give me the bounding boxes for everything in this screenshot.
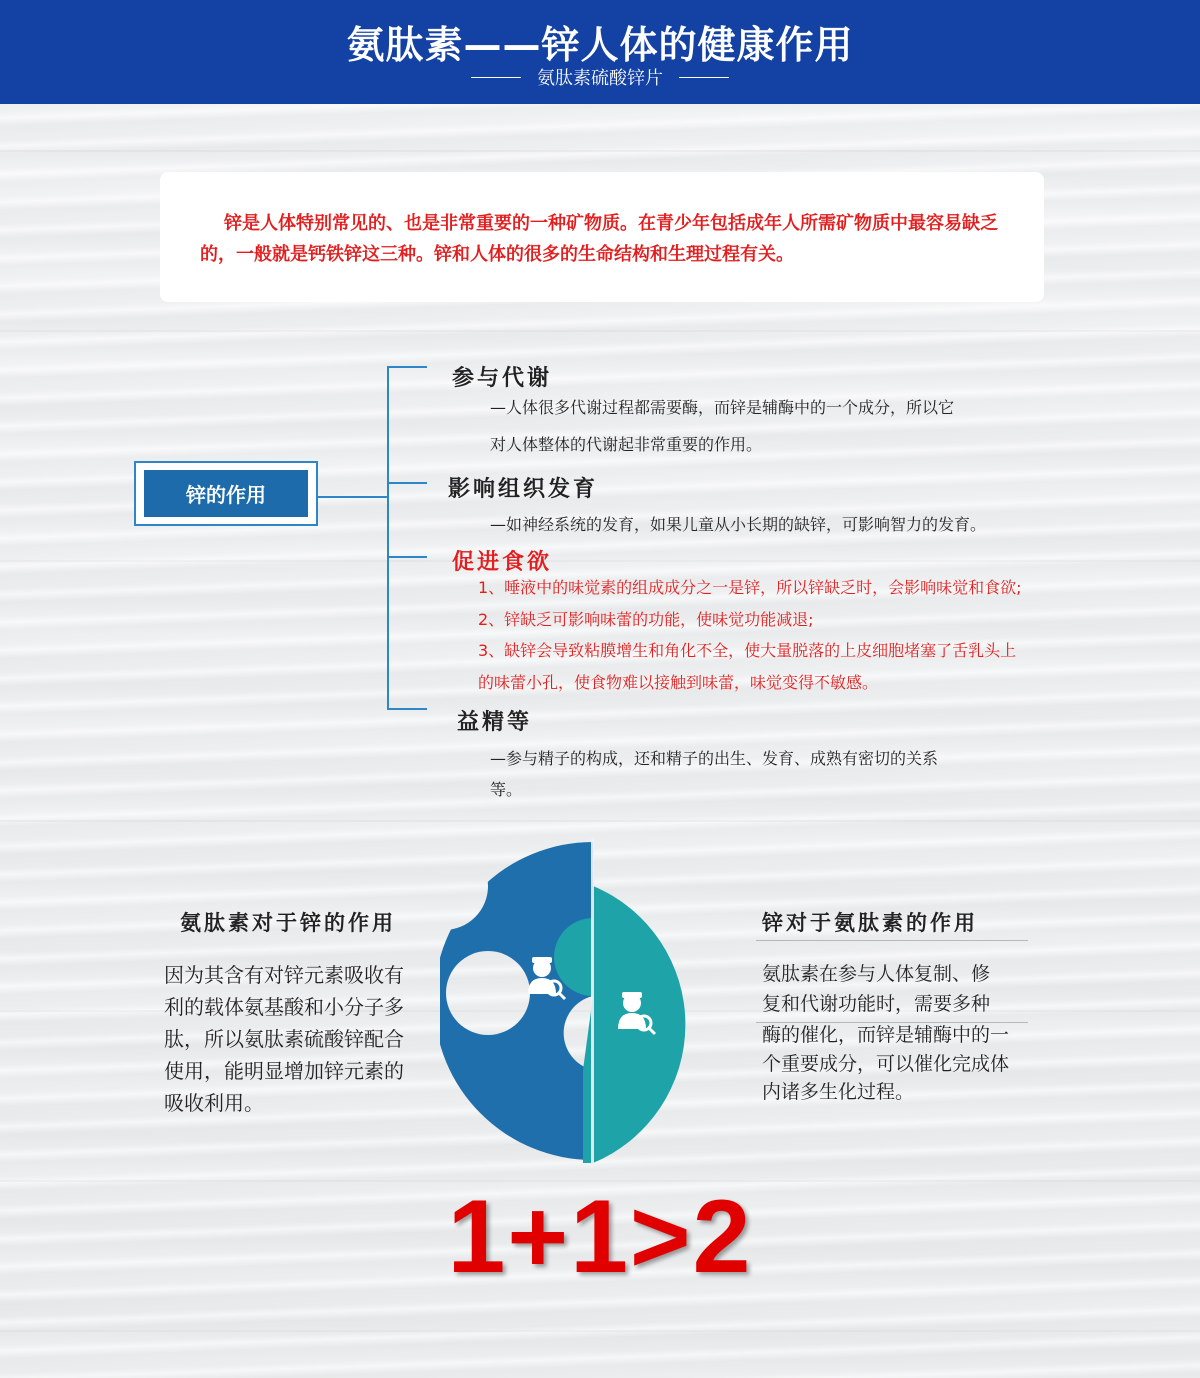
subtitle-divider-right [679, 77, 729, 78]
mindmap-center-label: 锌的作用 [144, 470, 308, 517]
left-text-line: 使用，能明显增加锌元素的 [164, 1059, 404, 1083]
branch-desc-line: 等。 [490, 780, 523, 799]
left-text-line: 因为其含有对锌元素吸收有 [164, 963, 404, 987]
left-text-line: 利的载体氨基酸和小分子多 [164, 995, 404, 1019]
subtitle-row [0, 64, 1200, 90]
mindmap-branch-line [387, 556, 427, 558]
branch-desc-line: 2、锌缺乏可影响味蕾的功能，使味觉功能减退; [478, 610, 814, 629]
branch-desc-line: 的味蕾小孔，使食物难以接触到味蕾，味觉变得不敏感。 [478, 673, 879, 692]
branch-desc-line: 1、唾液中的味觉素的组成成分之一是锌，所以锌缺乏时，会影响味觉和食欲; [478, 578, 1022, 597]
equation-text: 1+1>2 [447, 1179, 753, 1295]
wood-grain [0, 560, 1200, 562]
left-section-title: 氨肽素对于锌的作用 [180, 911, 396, 935]
branch-title-appetite: 促进食欲 [452, 550, 553, 575]
wood-grain [0, 1330, 1200, 1332]
right-text-line: 内诸多生化过程。 [762, 1081, 915, 1103]
mindmap-trunk [387, 366, 389, 710]
branch-title-metabolism: 参与代谢 [452, 366, 553, 391]
puzzle-piece-left [440, 842, 593, 1160]
intro-text: 锌是人体特别常见的、也是非常重要的一种矿物质。在青少年包括成年人所需矿物质中最容易缺乏的，一般就是钙铁锌这三种。锌和人体的很多的生命结构和生理过程有关。 [200, 213, 998, 265]
right-text-line: 酶的催化，而锌是辅酶中的一 [762, 1024, 1010, 1046]
wood-grain [0, 820, 1200, 822]
puzzle-graphic [440, 838, 760, 1168]
right-text-line: 氨肽素在参与人体复制、修 [762, 963, 991, 985]
wood-grain [0, 150, 1200, 152]
left-text-line: 肽，所以氨肽素硫酸锌配合 [164, 1027, 404, 1051]
right-section-title: 锌对于氨肽素的作用 [762, 911, 978, 935]
right-text-line: 个重要成分，可以催化完成体 [762, 1053, 1010, 1075]
subtitle-divider-left [471, 77, 521, 78]
intro-card [160, 172, 1044, 302]
page-title: 氨肽素——锌人体的健康作用 [346, 23, 854, 67]
mindmap-branch-line [387, 366, 427, 368]
puzzle-seam [591, 838, 594, 1168]
left-text-line: 吸收利用。 [164, 1091, 264, 1115]
page-subtitle: 氨肽素硫酸锌片 [537, 68, 663, 89]
branch-desc-line: —参与精子的构成，还和精子的出生、发育、成熟有密切的关系 [490, 749, 939, 768]
header-banner [0, 0, 1200, 104]
branch-desc-line: 对人体整体的代谢起非常重要的作用。 [490, 435, 763, 454]
branch-desc-line: 3、缺锌会导致粘膜增生和角化不全，使大量脱落的上皮细胞堵塞了舌乳头上 [478, 641, 1017, 660]
wood-grain [0, 330, 1200, 332]
branch-desc-line: —如神经系统的发育，如果儿童从小长期的缺锌，可影响智力的发育。 [490, 515, 987, 534]
mindmap-branch-line [387, 482, 427, 484]
mindmap-connector [318, 496, 388, 498]
branch-desc-line: —人体很多代谢过程都需要酶，而锌是辅酶中的一个成分，所以它 [490, 398, 955, 417]
right-text-line: 复和代谢功能时，需要多种 [762, 993, 991, 1015]
branch-title-sperm: 益精等 [457, 710, 533, 735]
mindmap-branch-line [387, 708, 427, 710]
mindmap-center-frame [134, 461, 318, 526]
right-title-underline [756, 940, 1028, 941]
branch-title-development: 影响组织发育 [448, 477, 599, 502]
